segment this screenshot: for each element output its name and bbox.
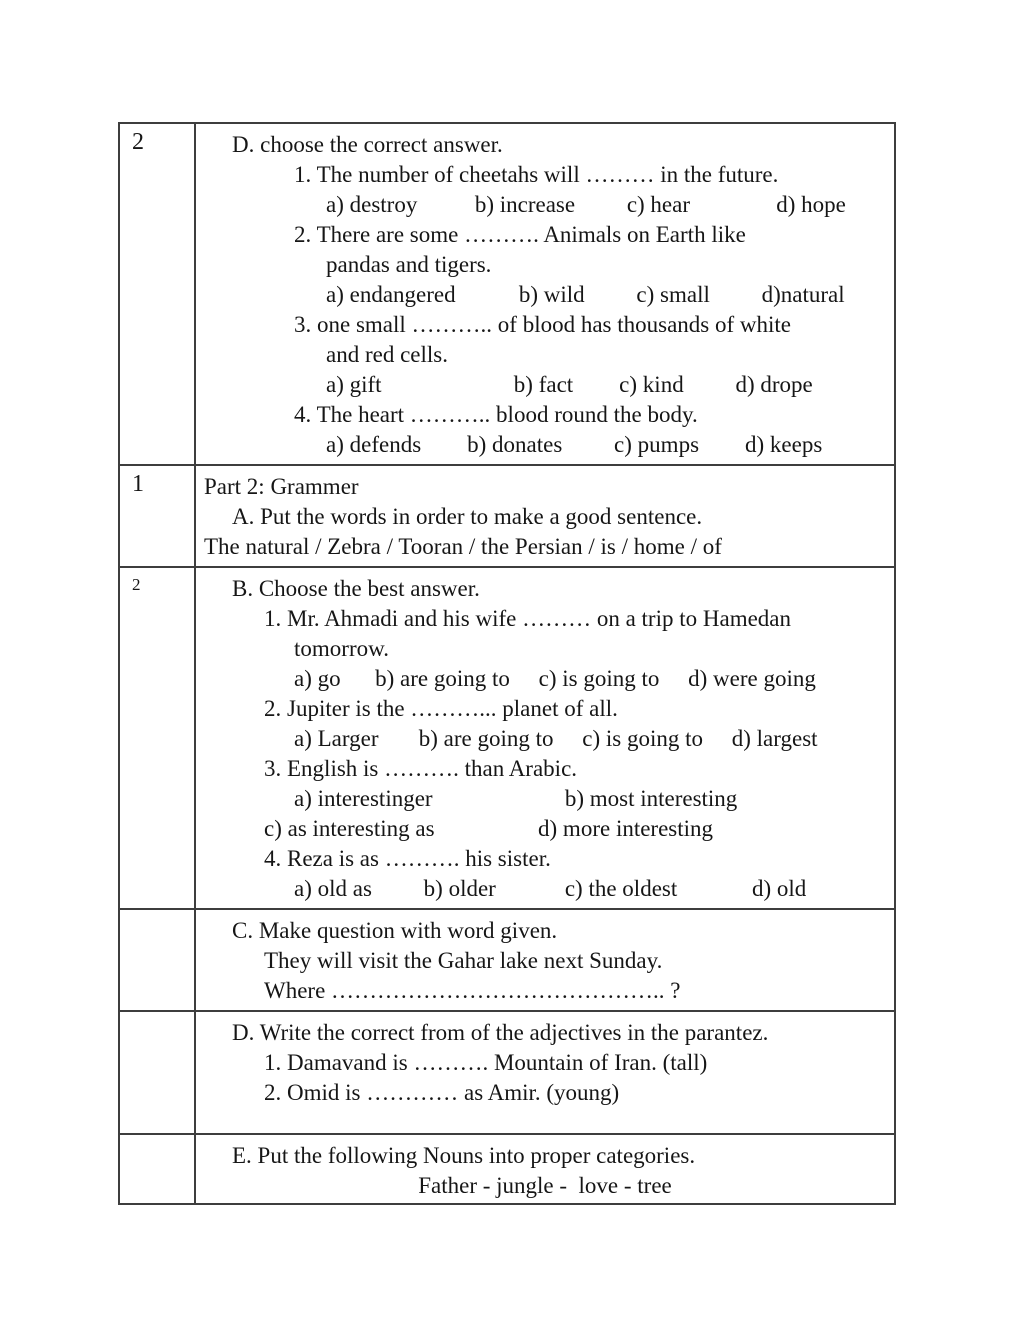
content-cell: [196, 1012, 894, 1133]
exam-line: a) defends b) donates c) pumps d) keeps: [326, 432, 823, 457]
row-part2-section-d: [120, 1012, 894, 1135]
content-cell: [196, 124, 894, 464]
exam-line: a) Larger b) are going to c) is going to d) largest: [294, 726, 818, 751]
exam-line: tomorrow.: [294, 636, 389, 661]
exam-table: [118, 122, 896, 1205]
exam-line: B. Choose the best answer.: [232, 576, 480, 601]
exam-line: 3. English is ………. than Arabic.: [264, 756, 578, 781]
content-cell: [196, 1135, 894, 1203]
exam-line: a) go b) are going to c) is going to d) were going: [294, 666, 816, 691]
mark-cell: 2: [120, 568, 196, 908]
content-cell: [196, 910, 894, 1010]
row-part2-section-c: [120, 910, 894, 1012]
exam-line: They will visit the Gahar lake next Sunday.: [264, 948, 663, 973]
exam-line: a) destroy b) increase c) hear d) hope: [326, 192, 846, 217]
row-part2-header-section-a: [120, 466, 894, 568]
exam-line: and red cells.: [326, 342, 448, 367]
exam-line: a) endangered b) wild c) small d)natural: [326, 282, 845, 307]
exam-line: c) as interesting as d) more interesting: [264, 816, 714, 841]
exam-line: 3. one small ……….. of blood has thousands of white: [294, 312, 792, 337]
row-part2-section-b: [120, 568, 894, 910]
exam-line: The natural / Zebra / Tooran / the Persian / is / home / of: [204, 534, 722, 559]
row-part2-section-e: [120, 1135, 894, 1203]
exam-line: a) old as b) older c) the oldest d) old: [294, 876, 807, 901]
exam-line: a) interestinger b) most interesting: [294, 786, 738, 811]
exam-line: C. Make question with word given.: [232, 918, 558, 943]
exam-line: D. choose the correct answer.: [232, 132, 503, 157]
exam-line: 1. Mr. Ahmadi and his wife ……… on a trip to Hamedan: [264, 606, 792, 631]
exam-line: 2. There are some ………. Animals on Earth like: [294, 222, 746, 247]
exam-line: 4. The heart ……….. blood round the body.: [294, 402, 698, 427]
exam-line: 4. Reza is as ………. his sister.: [264, 846, 551, 871]
exam-line: 2. Omid is ………… as Amir. (young): [264, 1080, 620, 1105]
exam-line: 2. Jupiter is the ………... planet of all.: [264, 696, 618, 721]
mark-cell: [120, 1012, 196, 1133]
exam-line: pandas and tigers.: [326, 252, 492, 277]
mark-cell: 2: [120, 124, 196, 464]
exam-line: 1. Damavand is ………. Mountain of Iran. (tall): [264, 1050, 708, 1075]
exam-line: Where …………………………………….. ?: [264, 978, 681, 1003]
content-cell: [196, 466, 894, 566]
mark-cell: [120, 1135, 196, 1203]
exam-line: a) gift b) fact c) kind d) drope: [326, 372, 813, 397]
mark-cell: 1: [120, 466, 196, 566]
exam-line: A. Put the words in order to make a good sentence.: [232, 504, 703, 529]
exam-line: D. Write the correct from of the adjectives in the parantez.: [232, 1020, 769, 1045]
exam-line: E. Put the following Nouns into proper categories.: [232, 1143, 696, 1168]
exam-line: 1. The number of cheetahs will ……… in the future.: [294, 162, 779, 187]
exam-line: Father - jungle - love - tree: [418, 1173, 672, 1198]
content-cell: [196, 568, 894, 908]
exam-line: Part 2: Grammer: [204, 474, 359, 499]
mark-cell: [120, 910, 196, 1010]
row-part1-section-d: [120, 124, 894, 466]
